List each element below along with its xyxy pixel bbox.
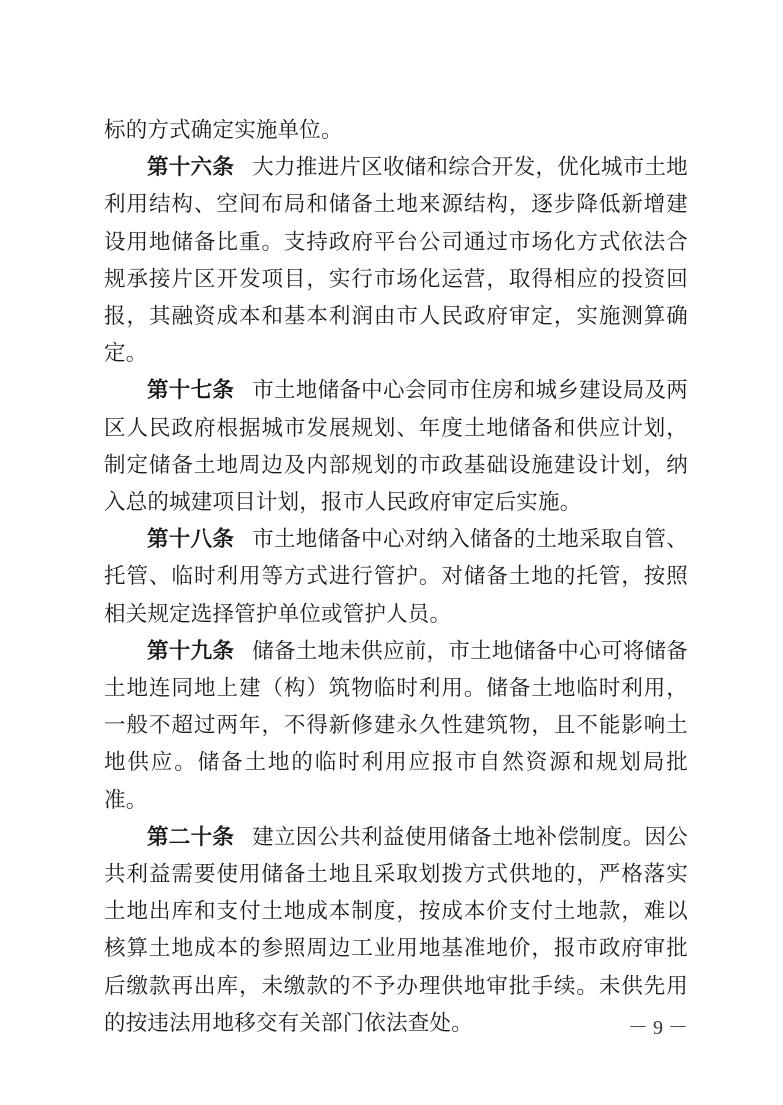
article-number: 第十六条	[147, 155, 235, 181]
article-text: 建立因公共利益使用储备土地补偿制度。因公共利益需要使用储备土地且采取划拨方式供地的，严格落实土地出库和支付土地成本制度，按成本价支付土地款，难以核算土地成本的参照周边工业用地基准地价，报市政府审批后缴款再出库，未缴款的不予办理供地审批手续。未供先用的按违法用地移交有关部门依法查处。	[104, 824, 688, 1036]
page-number: － 9 －	[628, 1017, 688, 1039]
continuation-paragraph: 标的方式确定实施单位。	[104, 118, 343, 143]
article-20	[104, 819, 688, 1042]
article-text: 储备土地未供应前，市土地储备中心可将储备土地连同地上建（构）筑物临时利用。储备土地临时利用，一般不超过两年，不得新修建永久性建筑物，且不能影响土地供应。储备土地的临时利用应报市自然资源和规划局批准。	[104, 638, 688, 813]
article-text: 市土地储备中心对纳入储备的土地采取自管、托管、临时利用等方式进行管护。对储备土地的托管，按照相关规定选择管护单位或管护人员。	[104, 527, 688, 627]
article-number: 第十九条	[147, 638, 235, 664]
article-17	[104, 372, 688, 521]
article-19	[104, 633, 688, 819]
article-number: 第十七条	[147, 378, 235, 404]
article-text: 市土地储备中心会同市住房和城乡建设局及两区人民政府根据城市发展规划、年度土地储备和供应计划，制定储备土地周边及内部规划的市政基础设施建设计划，纳入总的城建项目计划，报市人民政府审定后实施。	[104, 378, 688, 516]
article-number: 第二十条	[147, 824, 235, 850]
article-text: 大力推进片区收储和综合开发，优化城市土地利用结构、空间布局和储备土地来源结构，逐步降低新增建设用地储备比重。支持政府平台公司通过市场化方式依法合规承接片区开发项目，实行市场化运营，取得相应的投资回报，其融资成本和基本利润由市人民政府审定，实施测算确定。	[104, 155, 688, 367]
article-18	[104, 521, 688, 633]
document-body	[104, 112, 688, 1042]
article-number: 第十八条	[147, 527, 235, 553]
article-16	[104, 149, 688, 372]
